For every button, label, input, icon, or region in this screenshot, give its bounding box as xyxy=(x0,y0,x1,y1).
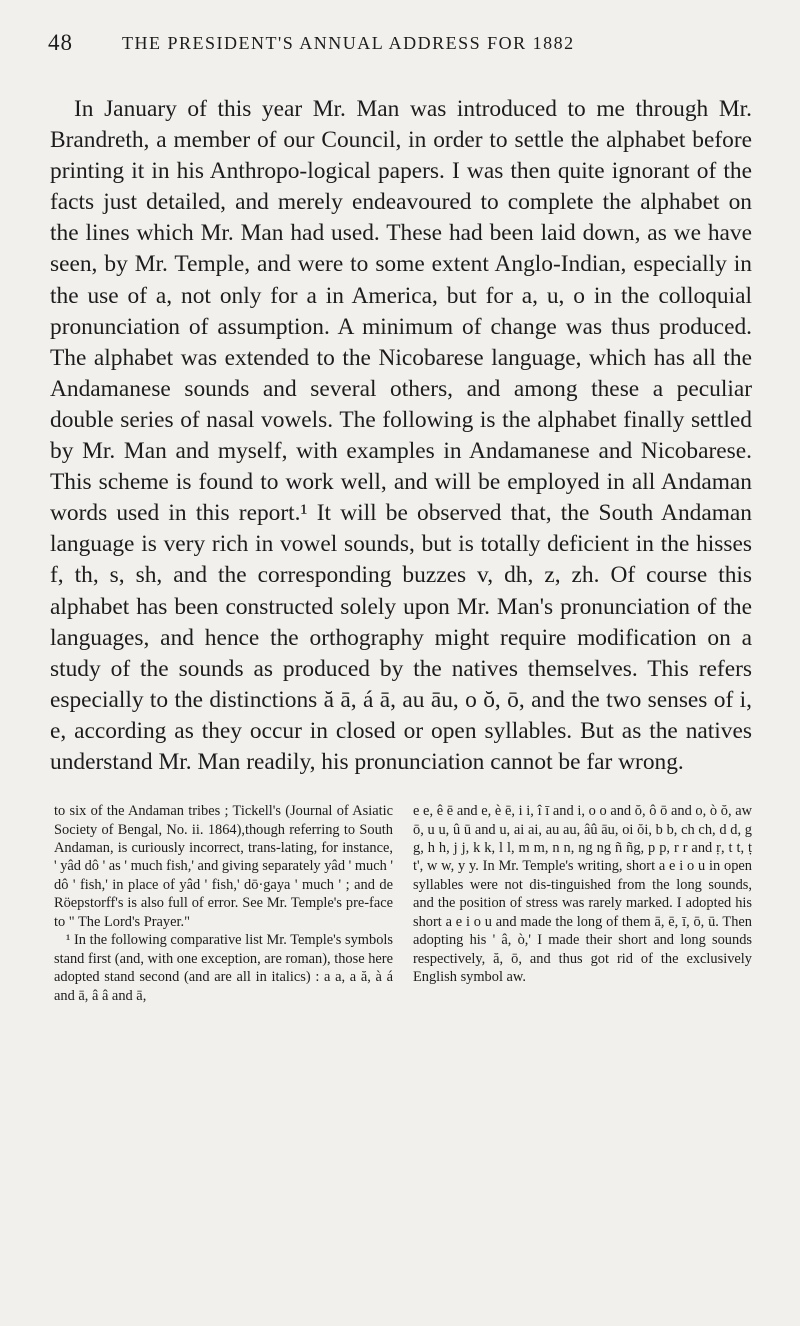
footnote-1-continued: e e, ê ē and e, è ē, i i, î ī and i, o o and ŏ, ô ō and o, ò ŏ, aw ō, u u, û ū and u, ai ai, au au, âû āu, oi ŏi, b b, ch ch, d d, g g, h h, j j, k k, l l, m m, n n, ng ng ñ ñg, p p, r r and ṛ, t t, ṭ t', w w, y y. In Mr. Temple's writing, short a e i o u in open syllables were not dis-tinguished from the long sounds, and the position of stress was rarely marked. I adopted his short a e i o u and made the long of them ā, ē, ī, ō, ū. Then adopting his ' â, ò,' I made their short and long sounds respectively, ă, ō, and thus got rid of the exclusively English symbol aw. xyxy=(413,803,752,986)
page-number: 48 xyxy=(48,30,73,55)
main-paragraph: In January of this year Mr. Man was introduced to me through Mr. Brandreth, a member of our Council, in order to settle the alphabet before printing it in his Anthropo-logical papers. I was then quite ignorant of the facts just detailed, and merely endeavoured to complete the alphabet on the lines which Mr. Man had used. These had been laid down, as we have seen, by Mr. Temple, and were to some extent Anglo-Indian, especially in the use of a, not only for a in America, but for a, u, o in the colloquial pronunciation of assumption. A minimum of change was thus produced. The alphabet was extended to the Nicobarese language, which has all the Andamanese sounds and several others, and among these a peculiar double series of nasal vowels. The following is the alphabet finally settled by Mr. Man and myself, with examples in Andamanese and Nicobarese. This scheme is found to work well, and will be employed in all Andaman words used in this report.¹ It will be observed that, the South Andaman language is very rich in vowel sounds, but is totally deficient in the hisses f, th, s, sh, and the corresponding buzzes v, dh, z, zh. Of course this alphabet has been constructed solely upon Mr. Man's pronunciation of the languages, and hence the orthography might require modification on a study of the sounds as produced by the natives themselves. This refers especially to the distinctions ă ā, á ā, au āu, o ŏ, ō, and the two senses of i, e, according as they occur in closed or open syllables. But as the natives understand Mr. Man readily, his pronunciation cannot be far wrong. xyxy=(50,96,752,775)
footnote-column-left xyxy=(54,802,393,1005)
page-header xyxy=(48,30,752,70)
footnotes xyxy=(48,802,752,1005)
footnote-1: ¹ In the following comparative list Mr. Temple's symbols stand first (and, with one exception, are roman), those here adopted stand second (and are all in italics) : a a, a ă, à á and ā, â â and ā, xyxy=(54,932,393,1004)
running-head: THE PRESIDENT'S ANNUAL ADDRESS FOR 1882 xyxy=(122,33,575,53)
footnote-column-right xyxy=(413,802,752,1005)
footnote-continuation: to six of the Andaman tribes ; Tickell's (Journal of Asiatic Society of Bengal, No. ii. 1864),though referring to South Andaman, is curiously incorrect, trans-lating, for instance, ' yâd dô ' as ' much fish,' and giving separately yâd ' much ' dô ' fish,' in place of yâd ' fish,' dō·gaya ' much ' ; and de Röepstorff's is also full of error. See Mr. Temple's pre-face to " The Lord's Prayer." xyxy=(54,803,393,930)
